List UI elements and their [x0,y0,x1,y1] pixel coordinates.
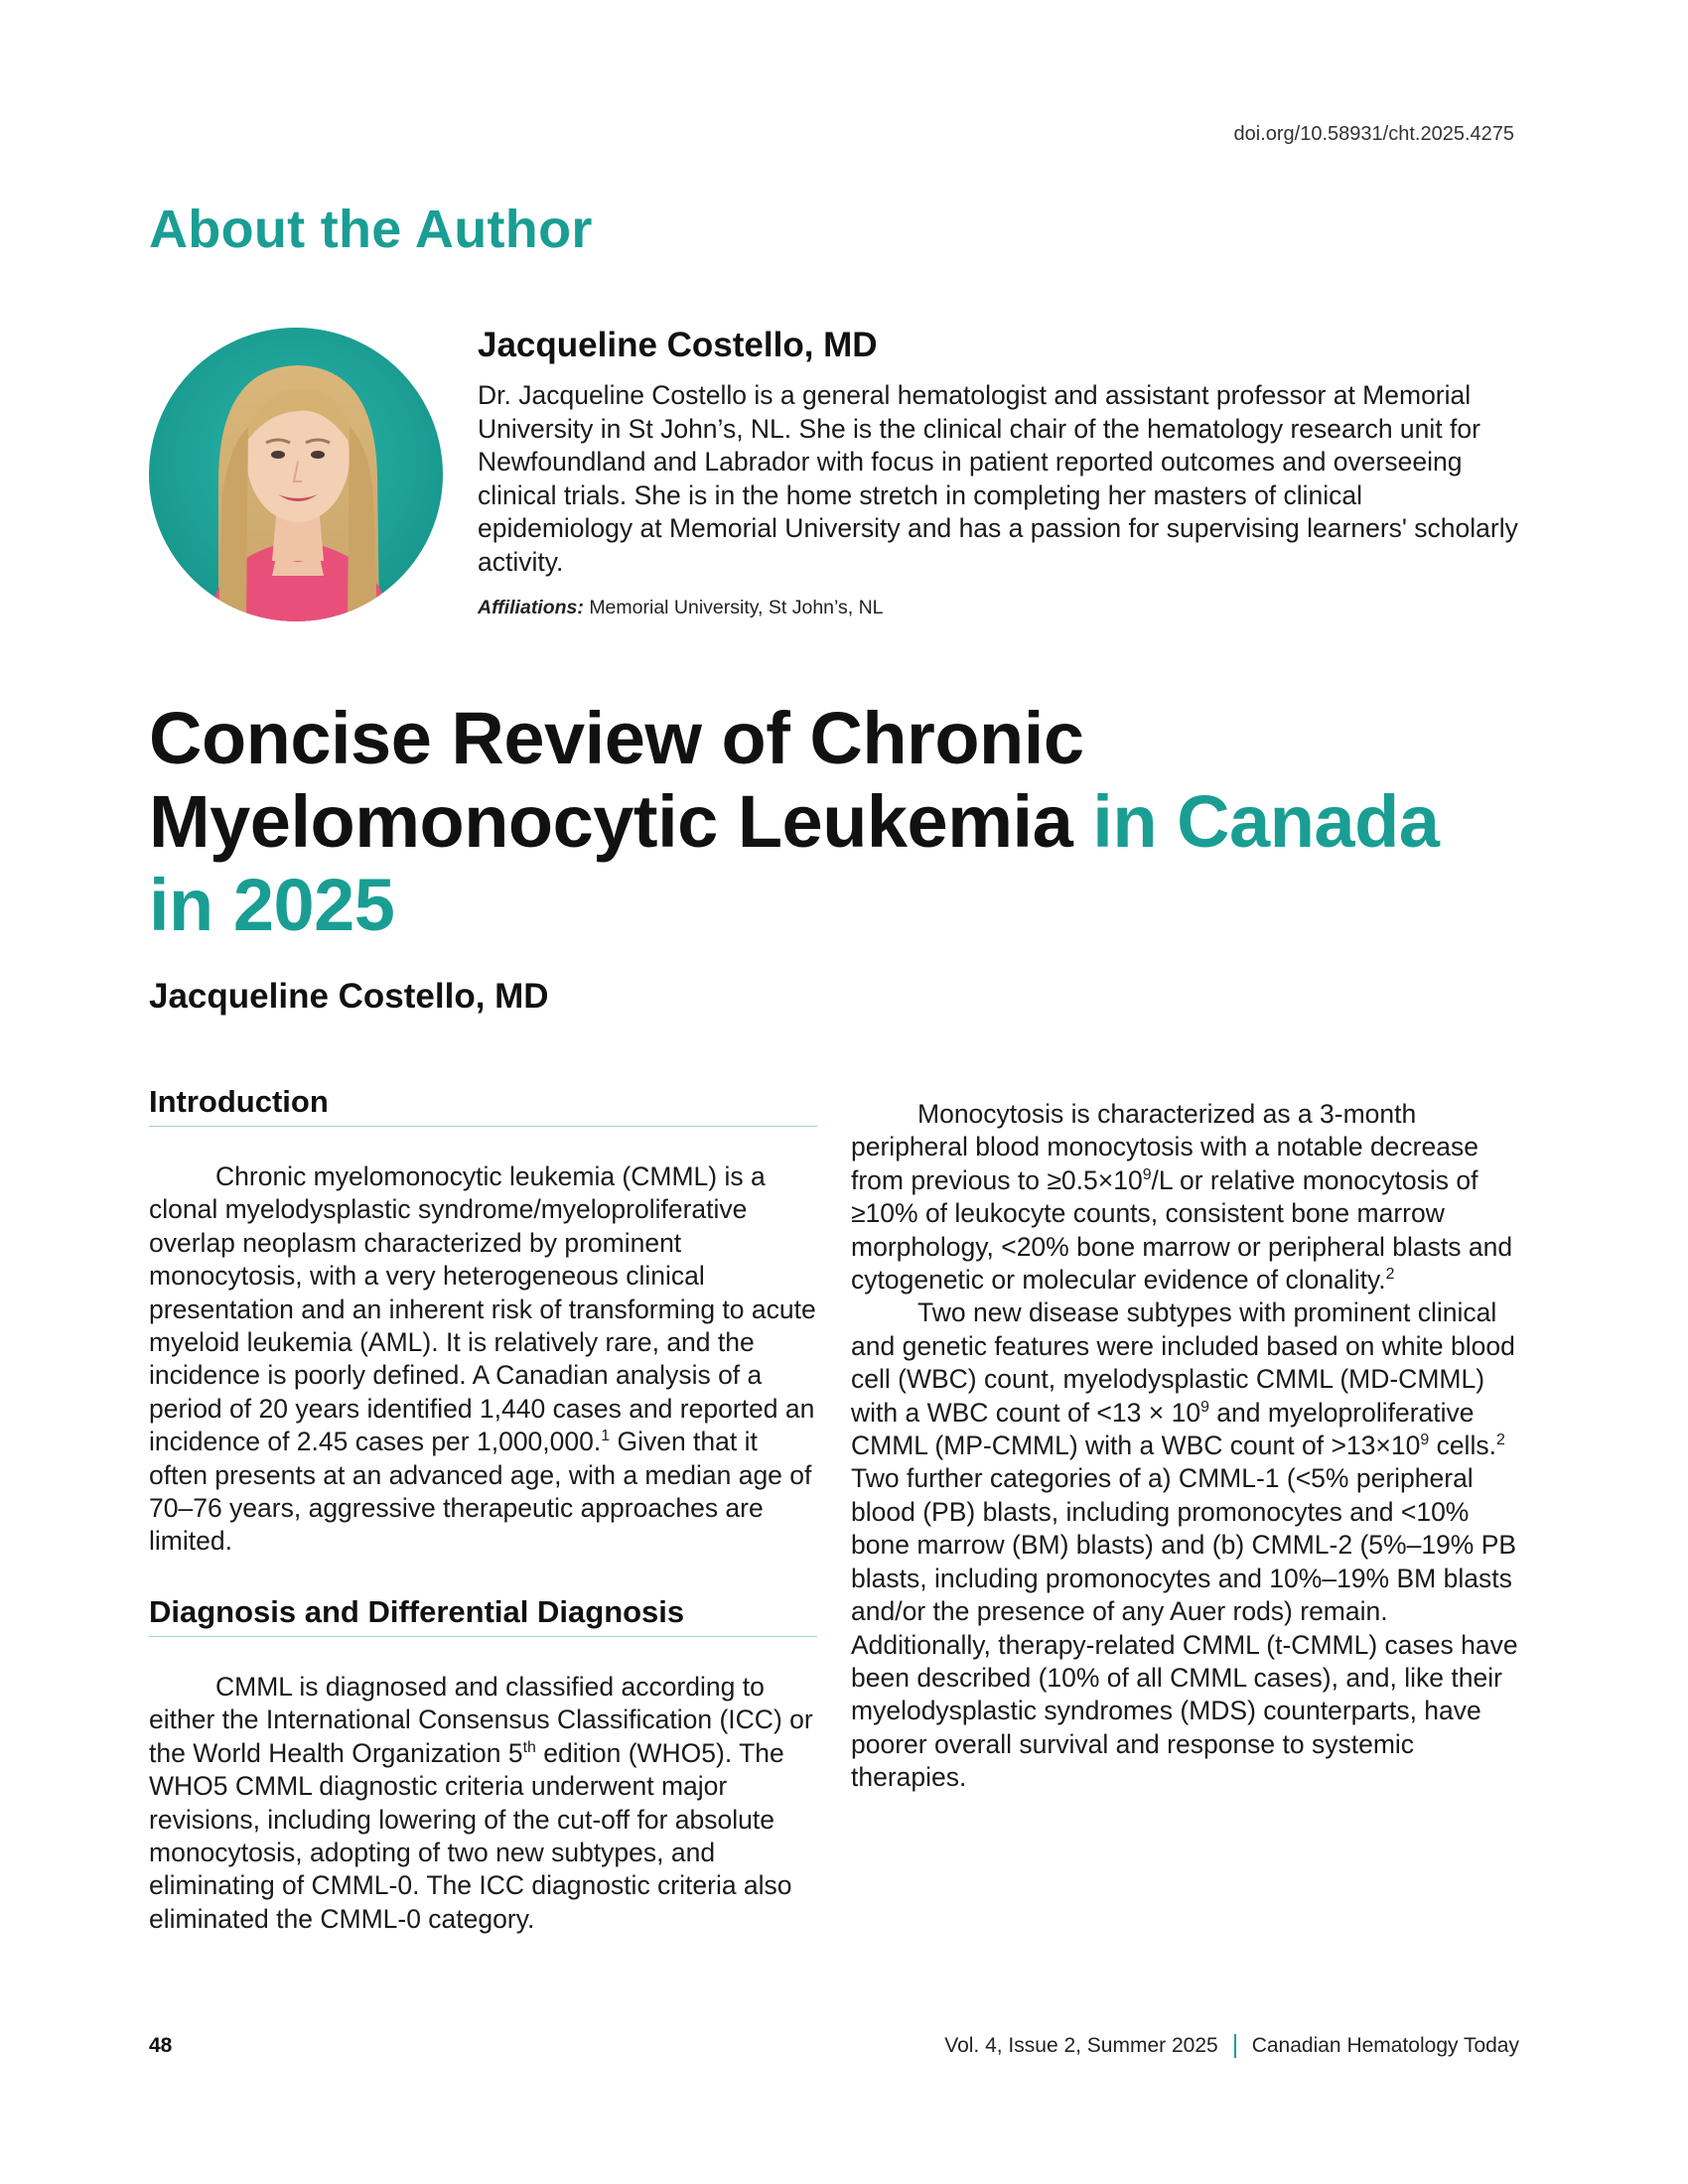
article-title [149,697,1519,947]
diagnosis-heading: Diagnosis and Differential Diagnosis [149,1594,817,1637]
diagnosis-paragraph: CMML is diagnosed and classified according to either the International Consensus Classification (ICC) or the World Health Organization 5th edition (WHO5). The WHO5 CMML diagnostic criteria underwent major revisions, including lowering of the cut-off for absolute monocytosis, adopting of two new subtypes, and eliminating of CMML-0. The ICC diagnostic criteria also eliminated the CMML-0 category. [149,1671,813,1934]
footer-journal-info [944,2034,1519,2058]
right-column [851,1098,1519,1795]
footer-divider [1234,2034,1236,2058]
footer-journal-name: Canadian Hematology Today [1251,2034,1519,2057]
page-number: 48 [149,2034,173,2057]
author-bio: Dr. Jacqueline Costello is a general hematologist and assistant professor at Memorial University in St John’s, NL. She is the clinical chair of the hematology research unit for Newfoundland and Labrador with focus in patient reported outcomes and overseeing clinical trials. She is in the home stretch in completing her masters of clinical epidemiology at Memorial University and has a passion for supervising learners' scholarly activity. [478,380,1518,577]
about-author-heading: About the Author [149,200,593,259]
reference-1[interactable]: 1 [601,1428,611,1445]
subtypes-paragraph: Two new disease subtypes with prominent clinical and genetic features were included based on white blood cell (WBC) count, myelodysplastic CMML (MD-CMML) with a WBC count of $<13 \times 10^9$ and myeloproliferative CMML (MP-CMML) with a WBC count of $>13\times 10^9$ cells.$^2$ Two further categories of a) CMML-1 (<5% peripheral blood (PB) blasts, including promonocytes and <10% bone marrow (BM) blasts) and (b) CMML-2 (5%–19% PB blasts, including promonocytes and 10%–19% BM blasts and/or the presence of any Auer rods) remain. Additionally, therapy-related CMML (t-CMML) cases have been described (10% of all CMML cases), and, like their myelodysplastic syndromes (MDS) counterparts, have poorer overall survival and response to systemic therapies. [851,1297,1518,1793]
reference-2[interactable]: 2 [1385,1266,1395,1284]
introduction-heading: Introduction [149,1084,817,1127]
title-teal-part: in Canada in 2025 [149,780,1440,946]
affiliations-label: Affiliations: [478,597,584,618]
left-column [149,1084,817,1936]
author-affiliations [478,597,1520,619]
affiliations-value: Memorial University, St John’s, NL [589,597,884,618]
article-byline: Jacqueline Costello, MD [149,977,549,1016]
introduction-paragraph: Chronic myelomonocytic leukemia (CMML) is a clonal myelodysplastic syndrome/myeloproliferative overlap neoplasm characterized by prominent monocytosis, with a very heterogeneous clinical presentation and an inherent risk of transforming to acute myeloid leukemia (AML). It is relatively rare, and the incidence is poorly defined. A Canadian analysis of a period of 20 years identified 1,440 cases and reported an incidence of 2.45 cases per 1,000,000.$^1$ Given that it often presents at an advanced age, with a median age of 70–76 years, aggressive therapeutic approaches are limited. [149,1161,816,1557]
footer-issue: Vol. 4, Issue 2, Summer 2025 [944,2034,1218,2057]
reference-2b[interactable]: 2 [1495,1432,1505,1449]
author-photo [149,328,443,621]
author-info [478,326,1520,619]
doi-link[interactable]: doi.org/10.58931/cht.2025.4275 [1233,123,1514,145]
title-dark-part: Concise Review of Chronic Myelomonocytic Leukemia [149,697,1084,863]
monocytosis-paragraph: Monocytosis is characterized as a 3-month peripheral blood monocytosis with a notable decrease from previous to $\ge 0.5\times 10^9/L$ or relative monocytosis of ≥10% of leukocyte counts, consistent bone marrow morphology, <20% bone marrow or peripheral blasts and cytogenetic or molecular evidence of clonality.$^2$ [851,1099,1513,1296]
author-name: Jacqueline Costello, MD [478,326,878,364]
